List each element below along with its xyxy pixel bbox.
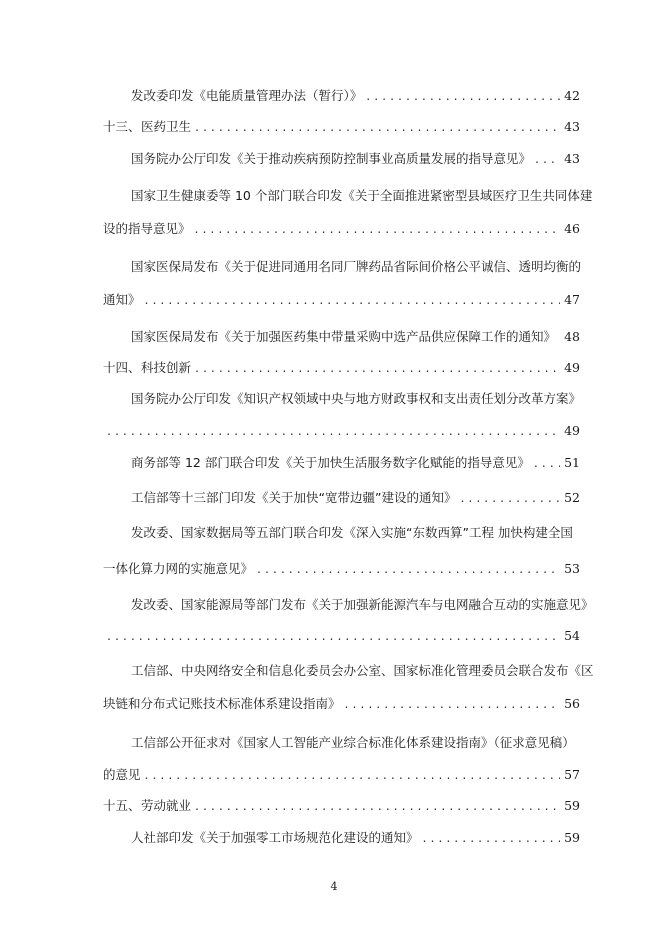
toc-entry-title: 发改委印发《电能质量管理办法（暂行）》	[131, 88, 363, 103]
toc-entry-title-line1[interactable]: 发改委、国家能源局等部门发布《关于加强新能源汽车与电网融合互动的实施意见》	[131, 597, 594, 612]
toc-section[interactable]	[0, 357, 668, 379]
toc-leader-dots	[195, 795, 560, 817]
toc-page-number: 43	[564, 151, 580, 166]
toc-page-number: 51	[564, 455, 580, 470]
toc-leader-dots	[257, 558, 560, 580]
toc-entry[interactable]	[0, 452, 668, 474]
toc-page-number: 47	[564, 292, 580, 307]
toc-entry-title: 设的指导意见》	[103, 221, 191, 236]
toc-page-number: 49	[564, 423, 580, 438]
toc-page-number: 43	[564, 119, 580, 134]
toc-section-title: 劳动就业	[141, 798, 192, 813]
toc-entry-title-line1[interactable]: 国家医保局发布《关于促进同通用名同厂牌药品省际间价格公平诚信、透明均衡的	[131, 259, 582, 274]
toc-page-number: 53	[564, 561, 580, 576]
toc-leader-dots	[145, 289, 561, 311]
toc-page-number: 46	[564, 221, 580, 236]
toc-entry[interactable]	[0, 148, 668, 170]
page-number-footer: 4	[330, 880, 338, 893]
toc-entry-title: 商务部等 12 部门联合印发《关于加快生活服务数字化赋能的指导意见》	[131, 455, 530, 470]
toc-page-number: 48	[564, 329, 580, 344]
toc-leader-dots	[534, 452, 560, 474]
toc-entry[interactable]	[0, 487, 668, 509]
toc-entry-title: 人社部印发《关于加强零工市场规范化建设的通知》	[131, 830, 419, 845]
toc-entry[interactable]	[0, 85, 668, 107]
toc-entry-title: 国务院办公厅印发《关于推动疾病预防控制事业高质量发展的指导意见》	[131, 151, 532, 166]
toc-leader-dots	[423, 827, 561, 849]
toc-leader-dots	[107, 420, 560, 442]
toc-page-number: 57	[564, 767, 580, 782]
toc-section[interactable]	[0, 795, 668, 817]
toc-entry-title-line1[interactable]: 发改委、国家数据局等五部门联合印发《深入实施“东数西算”工程 加快构建全国	[131, 525, 573, 540]
toc-entry-title: 块链和分布式记账技术标准体系建设指南》	[103, 696, 341, 711]
toc-page-number: 49	[564, 360, 580, 375]
toc-page-number: 54	[564, 628, 580, 643]
toc-entry-title-line1[interactable]: 工信部、中央网络安全和信息化委员会办公室、国家标准化管理委员会联合发布《区	[131, 663, 594, 678]
toc-section-number: 十三、	[103, 119, 141, 134]
toc-entry-title: 工信部等十三部门印发《关于加快“宽带边疆”建设的通知》	[131, 490, 457, 505]
toc-entry[interactable]	[0, 420, 668, 442]
toc-section-title: 医药卫生	[141, 119, 192, 134]
toc-entry[interactable]	[0, 693, 668, 715]
toc-entry-title-line1[interactable]: 国务院办公厅印发《知识产权领域中央与地方财政事权和支出责任划分改革方案》	[131, 391, 582, 406]
toc-entry[interactable]	[0, 764, 668, 786]
toc-entry[interactable]	[0, 289, 668, 311]
toc-leader-dots	[345, 693, 561, 715]
toc-leader-dots	[195, 218, 561, 240]
toc-section-number: 十五、	[103, 798, 141, 813]
toc-leader-dots	[460, 487, 560, 509]
toc-leader-dots	[195, 116, 560, 138]
toc-page-number: 52	[564, 490, 580, 505]
toc-page-number: 42	[564, 88, 580, 103]
toc-leader-dots	[145, 764, 561, 786]
toc-section-number: 十四、	[103, 360, 141, 375]
toc-entry[interactable]	[0, 558, 668, 580]
toc-entry-title-line1[interactable]: 工信部公开征求对《国家人工智能产业综合标准化体系建设指南》（征求意见稿）	[131, 735, 575, 750]
toc-page-number: 59	[564, 798, 580, 813]
toc-entry[interactable]	[0, 326, 668, 348]
toc-entry[interactable]	[0, 625, 668, 647]
toc-entry[interactable]	[0, 218, 668, 240]
toc-entry-title: 一体化算力网的实施意见》	[103, 561, 254, 576]
toc-page-number: 59	[564, 830, 580, 845]
toc-entry[interactable]	[0, 827, 668, 849]
toc-entry-title-line1[interactable]: 国家卫生健康委等 10 个部门联合印发《关于全面推进紧密型县域医疗卫生共同体建	[131, 188, 593, 203]
toc-entry-title: 国家医保局发布《关于加强医药集中带量采购中选产品供应保障工作的通知》	[131, 329, 557, 344]
toc-section-title: 科技创新	[141, 360, 192, 375]
toc-leader-dots	[107, 625, 560, 647]
toc-entry-title: 通知》	[103, 292, 141, 307]
toc-entry-title: 的意见	[103, 767, 141, 782]
toc-section[interactable]	[0, 116, 668, 138]
toc-page-number: 56	[564, 696, 580, 711]
toc-leader-dots	[366, 85, 560, 107]
toc-leader-dots	[195, 357, 560, 379]
toc-leader-dots	[535, 148, 560, 170]
